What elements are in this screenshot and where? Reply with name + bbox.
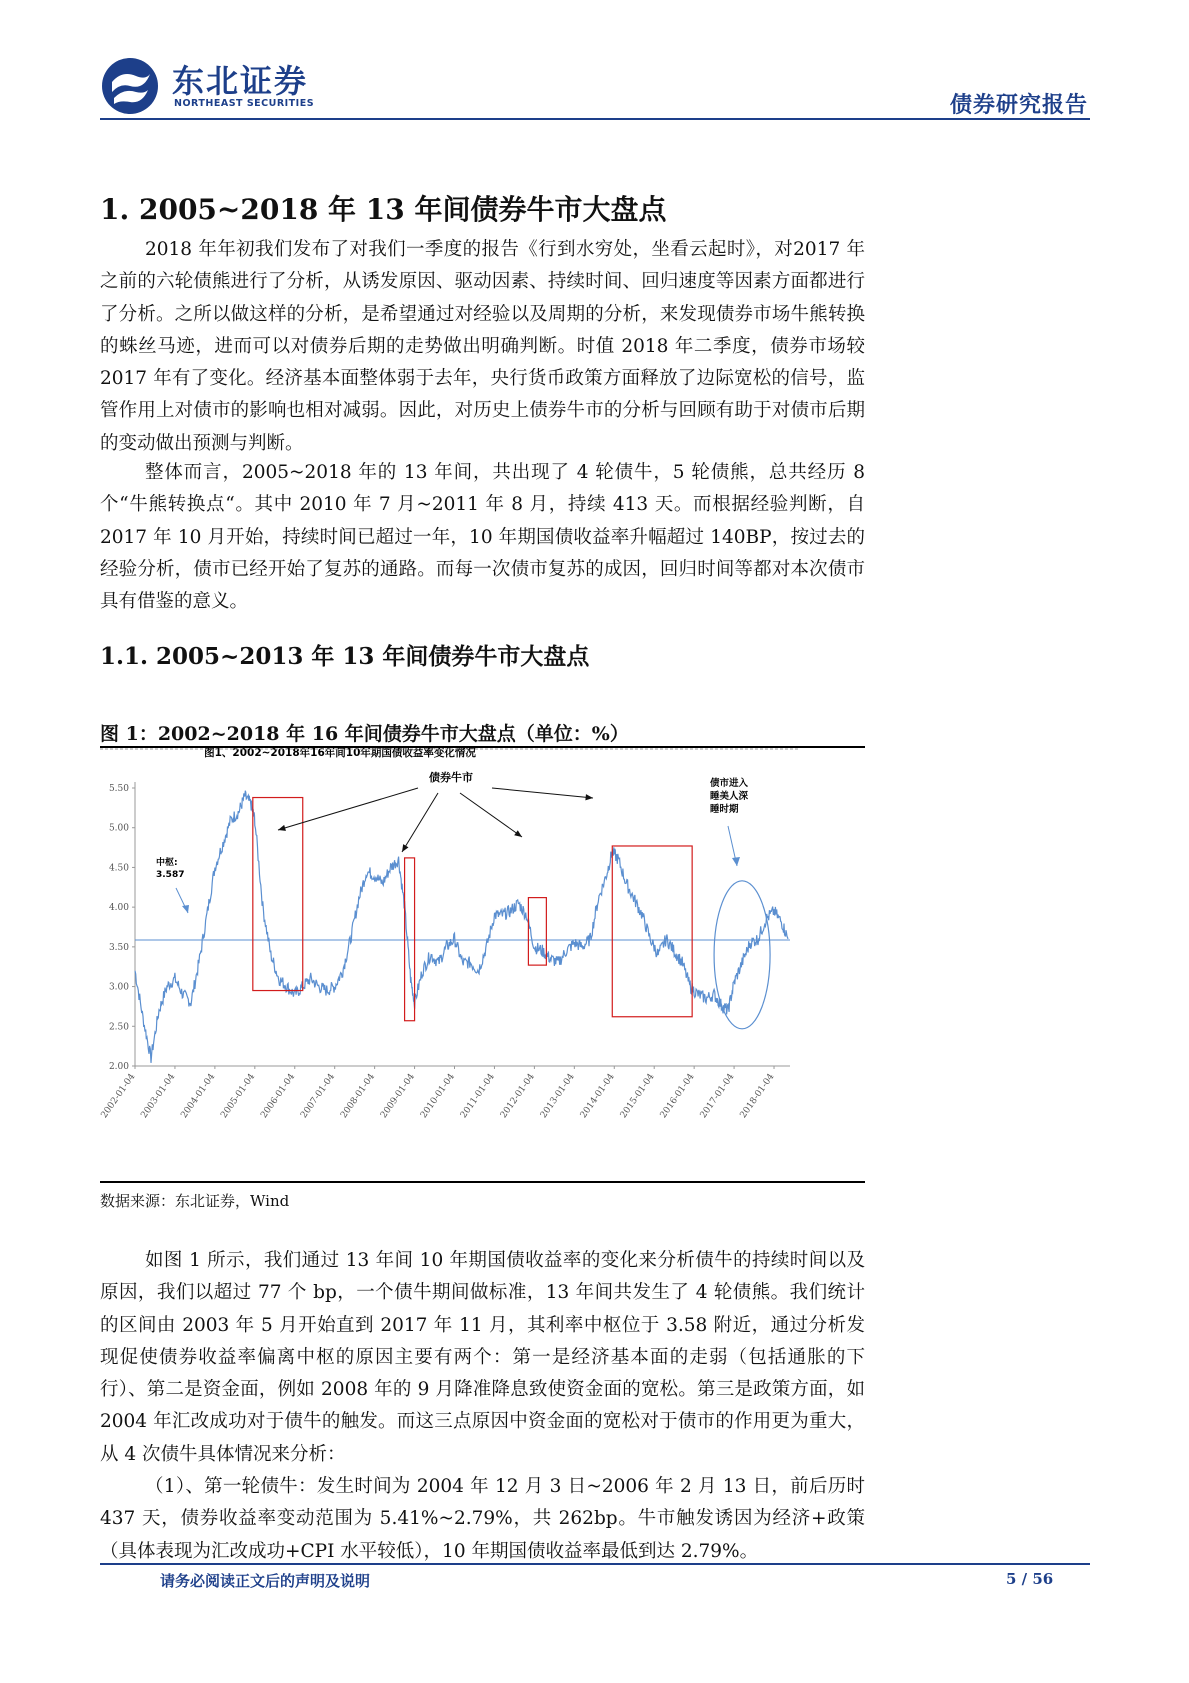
footer-note: 请务必阅读正文后的声明及说明 — [160, 1572, 371, 1590]
x-tick-label: 2013-01-04 — [538, 1071, 577, 1121]
bull-market-label: 债券牛市 — [429, 771, 473, 784]
y-axis — [109, 782, 135, 1072]
bull-arrow-head — [278, 825, 286, 831]
section-title: 1. 2005~2018 年 13 年间债券牛市大盘点 — [100, 193, 667, 226]
paragraph-summary: 整体而言，2005~2018 年的 13 年间，共出现了 4 轮债牛，5 轮债熊，总共经历 8 个“牛熊转换点“。其中 2010 年 7 月~2011 年 8 月，持续 413 天。而根据经验判断，自 2017 年 10 月开始，持续时间已超过一年，10 年期国债收益率升幅超过 140BP，按过去的经验分析，债市已经开始了复苏的通路。而每一次债市复苏的成因，回归时间等都对本次债市具有借鉴的意义。 — [100, 462, 865, 613]
x-tick-label: 2016-01-04 — [658, 1071, 697, 1121]
bull-period-box — [612, 846, 692, 1017]
analysis-block — [100, 1245, 865, 1568]
footer-divider — [100, 1563, 1090, 1565]
x-tick-label: 2003-01-04 — [139, 1071, 178, 1121]
x-tick-label: 2005-01-04 — [219, 1071, 258, 1121]
x-tick-label: 2017-01-04 — [698, 1071, 737, 1121]
bond-yield-chart — [100, 748, 865, 1180]
x-tick-label: 2014-01-04 — [578, 1071, 617, 1121]
x-tick-label: 2006-01-04 — [259, 1071, 298, 1121]
paragraph-analysis: 如图 1 所示，我们通过 13 年间 10 年期国债收益率的变化来分析债牛的持续时间以及原因，我们以超过 77 个 bp，一个债牛期间做标准，13 年间共发生了 4 轮债熊。我们统计的区间由 2003 年 5 月开始直到 2017 年 11 月，其利率中枢位于 3.58 附近，通过分析发现促使债券收益率偏离中枢的原因主要有两个：第一是经济基本面的走弱（包括通胀的下行）、第二是资金面，例如 2008 年的 9 月降准降息致使资金面的宽松。第三是政策方面，如 2004 年汇改成功对于债牛的触发。而这三点原因中资金面的宽松对于债市的作用更为重大，从 4 次债牛具体情况来分析： — [100, 1250, 865, 1465]
center-label: 中枢: — [156, 858, 178, 868]
x-tick-label: 2011-01-04 — [458, 1071, 497, 1121]
x-tick-label: 2009-01-04 — [379, 1071, 418, 1121]
logo-cn-text: 东北证券 — [172, 62, 309, 100]
x-tick-label: 2012-01-04 — [498, 1071, 537, 1121]
plot-area — [135, 791, 790, 1063]
figure-bottom-rule — [100, 1181, 865, 1183]
paragraph-intro: 2018 年年初我们发布了对我们一季度的报告《行到水穷处，坐看云起时》，对2017 年之前的六轮债熊进行了分析，从诱发原因、驱动因素、持续时间、回归速度等因素方面都进行了分析。之所以做这样的分析，是希望通过对经验以及周期的分析，来发现债券市场牛熊转换的蛛丝马迹，进而可以对债券后期的走势做出明确判断。时值 2018 年二季度，债券市场较 2017 年有了变化。经济基本面整体弱于去年，央行货币政策方面释放了边际宽松的信号，监管作用上对债市的影响也相对减弱。因此，对历史上债券牛市的分析与回顾有助于对债市后期的变动做出预测与判断。 — [100, 239, 865, 454]
y-tick-label: 2.50 — [108, 1022, 129, 1033]
report-type: 债券研究报告 — [949, 93, 1088, 118]
y-tick-label: 4.50 — [108, 863, 129, 874]
sleep-period-label: 睡时期 — [710, 804, 739, 815]
x-tick-label: 2018-01-04 — [738, 1071, 777, 1121]
bull-arrow-line — [278, 788, 418, 830]
subsection-title: 1.1. 2005~2013 年 13 年间债券牛市大盘点 — [100, 643, 590, 670]
figure-caption: 图 1：2002~2018 年 16 年间债券牛市大盘点（单位：%） — [100, 723, 629, 745]
header-divider — [100, 118, 1090, 120]
y-tick-label: 5.00 — [108, 823, 129, 834]
page-header — [100, 50, 1090, 120]
sleep-period-label: 债市进入 — [710, 778, 749, 789]
sleep-period-label: 睡美人深 — [710, 791, 749, 802]
x-tick-label: 2015-01-04 — [618, 1071, 657, 1121]
bull-arrow-line — [402, 793, 438, 852]
x-tick-label: 2007-01-04 — [299, 1071, 338, 1121]
bull-arrow-head — [514, 830, 522, 837]
logo-en-text: NORTHEAST SECURITIES — [174, 98, 315, 109]
y-tick-label: 5.50 — [108, 784, 129, 794]
recent-period-ellipse — [714, 881, 770, 1029]
bull-period-box — [253, 798, 303, 991]
bull-arrow-head — [402, 844, 408, 852]
y-tick-label: 3.00 — [108, 982, 129, 993]
center-label: 3.587 — [156, 870, 185, 880]
y-tick-label: 4.00 — [108, 903, 129, 914]
paragraph-first-bull: （1）、第一轮债牛：发生时间为 2004 年 12 月 3 日~2006 年 2 月 13 日，前后历时 437 天，债券收益率变动范围为 5.41%~2.79%，共 262bp。牛市触发诱因为经济+政策（具体表现为汇改成功+CPI 水平较低），10 年期国债收益率最低到达 2.79%。 — [100, 1476, 865, 1562]
page-number: 5 / 56 — [1006, 1570, 1054, 1588]
x-tick-label: 2008-01-04 — [339, 1071, 378, 1121]
x-tick-label: 2010-01-04 — [419, 1071, 457, 1121]
y-tick-label: 3.50 — [108, 942, 129, 953]
chart-title: 图1、2002~2018年16年间10年期国债收益率变化情况 — [204, 748, 476, 759]
x-axis — [100, 1066, 790, 1120]
y-tick-label: 2.00 — [108, 1062, 129, 1072]
bull-arrow-line — [492, 788, 593, 798]
company-logo-icon — [100, 56, 160, 116]
bull-arrow-line — [460, 793, 522, 837]
sleep-arrow-head — [732, 857, 740, 866]
figure-source: 数据来源：东北证券，Wind — [100, 1192, 290, 1210]
x-tick-label: 2004-01-04 — [179, 1071, 218, 1121]
center-arrow-head — [182, 905, 189, 913]
x-tick-label: 2002-01-04 — [100, 1071, 138, 1121]
series-line — [135, 791, 788, 1063]
bull-arrow-head — [585, 794, 593, 800]
